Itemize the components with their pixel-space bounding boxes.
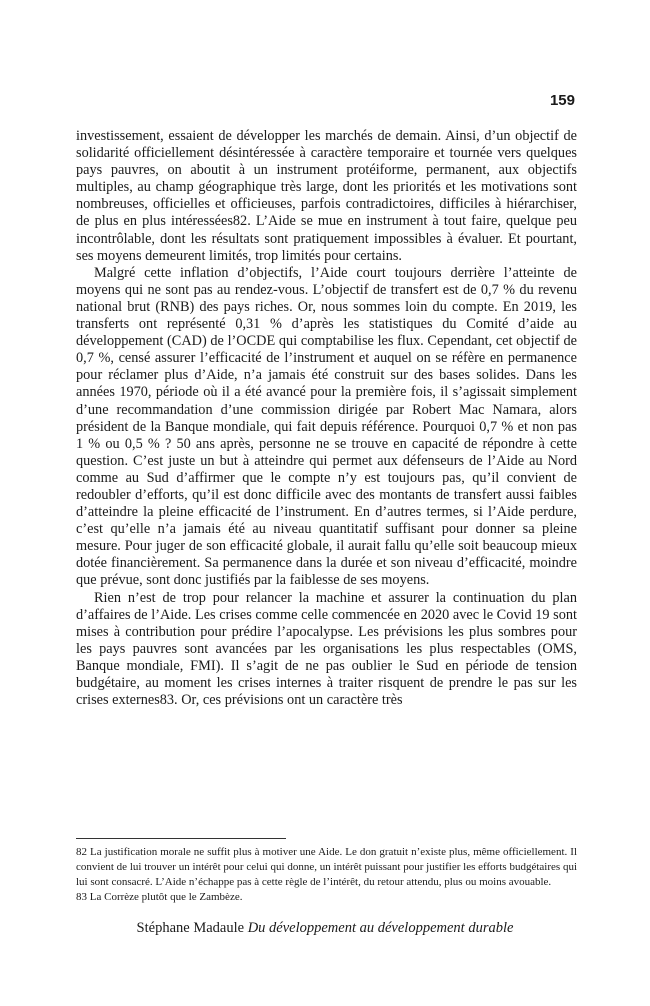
body-text: [76, 128, 577, 709]
footer-author: Stéphane Madaule: [136, 920, 245, 936]
footer-book-title: Du développement au développement durable: [247, 920, 514, 936]
page-footer: [0, 920, 650, 937]
footnote-82: 82 La justification morale ne suffit plus à motiver une Aide. Le don gratuit n’existe plus, même officiellement. Il convient de lui trouver un intérêt pour celui qui donne, un intérêt puissant pour justifier les efforts budgétaires qui lui sont consacré. L’Aide n’échappe pas à cette règle de l’intérêt, du retour attendu, plus ou moins avouable.: [76, 846, 577, 888]
page-number: 159: [549, 92, 575, 109]
paragraph: Malgré cette inflation d’objectifs, l’Aide court toujours derrière l’atteinte de moyens qui ne sont pas au rendez-vous. L’objectif de transfert est de 0,7 % du revenu national brut (RNB) des pays riches. Or, nous sommes loin du compte. En 2019, les transferts ont représenté 0,31 % d’après les statistiques du Comité d’aide au développement (CAD) de l’OCDE qui comptabilise les flux. Cependant, cet objectif de 0,7 %, censé assurer l’efficacité de l’instrument et auquel on se réfère en permanence pour réclamer plus d’Aide, n’a jamais été construit sur des bases solides. Dans les années 1970, période où il a été avancé pour la première fois, il s’agissait simplement d’une recommandation d’une commission dirigée par Robert Mac Namara, alors président de la Banque mondiale, qui fait depuis référence. Pourquoi 0,7 % et non pas 1 % ou 0,5 % ? 50 ans après, personne ne se trouve en capacité de répondre à cette question. C’est juste un but à atteindre qui permet aux défenseurs de l’Aide au Nord comme au Sud d’affirmer que le compte n’y est toujours pas, qu’il convient de redoubler d’efforts, qu’il est donc difficile avec des montants de transfert aussi faibles d’atteindre la pleine efficacité de l’instrument. En d’autres termes, si l’Aide perdure, c’est qu’elle n’a jamais été au niveau quantitatif suffisant pour donner sa pleine mesure. Pour juger de son efficacité globale, il aurait fallu qu’elle soit beaucoup mieux dotée financièrement. Sa permanence dans la durée et son niveau d’efficacité, moindre que prévue, sont donc justifiés par la faiblesse de ses moyens.: [76, 264, 577, 589]
footnotes: [76, 845, 577, 905]
footnote-separator: [76, 838, 286, 839]
paragraph: Rien n’est de trop pour relancer la machine et assurer la continuation du plan d’affaires de l’Aide. Les crises comme celle commencée en 2020 avec le Covid 19 sont mises à contribution pour prédire l’apocalypse. Les prévisions les plus sombres pour les pays pauvres sont avancées par les organisations les plus respectables (OMS, Banque mondiale, FMI). Il s’agit de ne pas oublier le Sud en période de tension budgétaire, au moment les crises internes à traiter risquent de prendre le pas sur les crises externes83. Or, ces prévisions ont un caractère très: [76, 589, 577, 709]
footnote-83: 83 La Corrèze plutôt que le Zambèze.: [76, 891, 243, 903]
paragraph: investissement, essaient de développer les marchés de demain. Ainsi, d’un objectif de solidarité officiellement désintéressée à caractère temporaire et tournée vers quelques pays pauvres, on aboutit à un instrument protéiforme, permanent, aux objectifs multiples, au champ géographique très large, dont les priorités et les motivations sont nombreuses, officielles et officieuses, parfois contradictoires, difficiles à hiérarchiser, de plus en plus intéressées82. L’Aide se mue en instrument à tout faire, quelque peu incontrôlable, dont les résultats sont pratiquement impossibles à évaluer. Et pourtant, ses moyens demeurent limités, trop limités pour certains.: [76, 128, 577, 264]
